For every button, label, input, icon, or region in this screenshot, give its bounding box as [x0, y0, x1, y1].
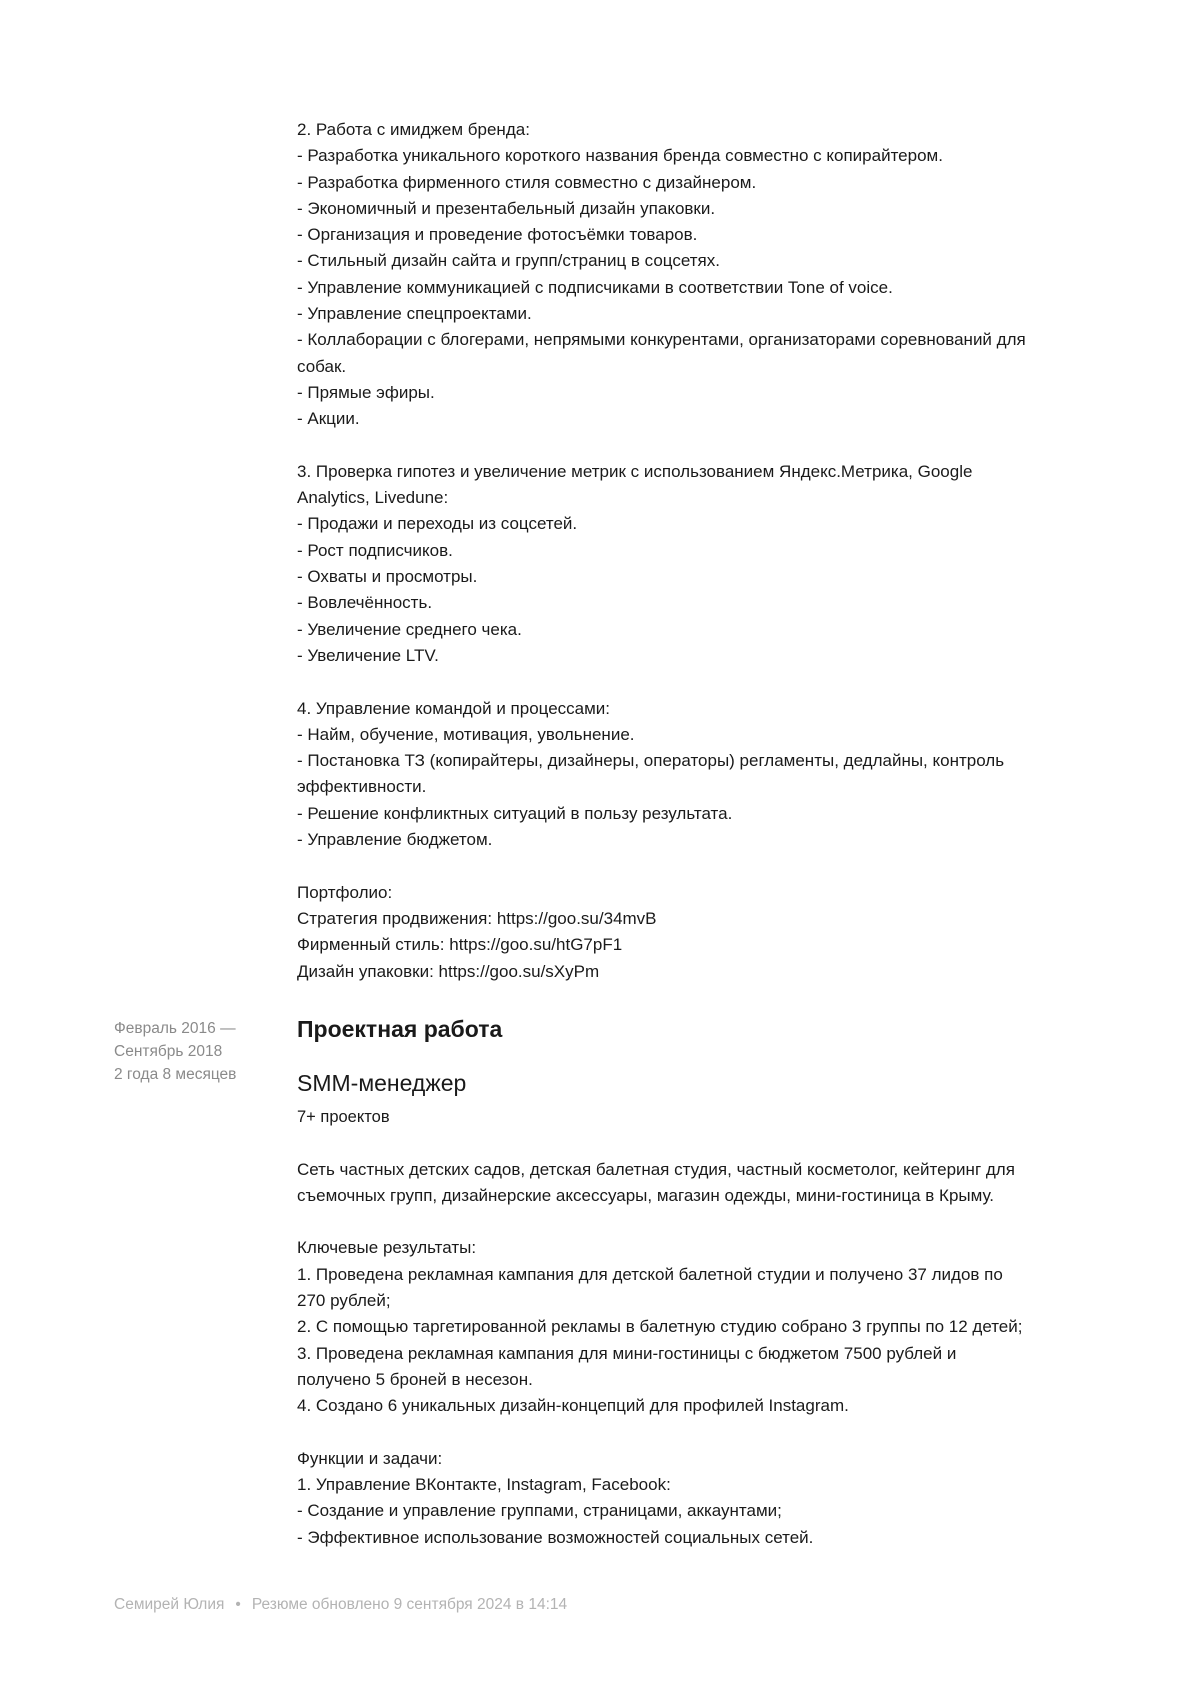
text-line: - Экономичный и презентабельный дизайн упаковки.	[297, 198, 716, 218]
projects-list-block	[297, 1157, 1097, 1210]
period-duration: 2 года 8 месяцев	[114, 1066, 237, 1083]
portfolio-block	[297, 880, 1097, 985]
text-line: - Управление спецпроектами.	[297, 304, 532, 324]
text-line: 3. Проведена рекламная кампания для мини-гостиницы с бюджетом 7500 рублей и	[297, 1343, 957, 1363]
text-line: - Прямые эфиры.	[297, 382, 435, 402]
functions-block	[297, 1446, 1097, 1551]
text-line: 270 рублей;	[297, 1291, 391, 1311]
brand-image-block	[297, 117, 1097, 433]
text-line: - Вовлечённость.	[297, 593, 433, 613]
text-line: - Разработка уникального короткого названия бренда совместно с копирайтером.	[297, 146, 943, 166]
text-line: - Управление бюджетом.	[297, 830, 493, 850]
text-line: - Увеличение среднего чека.	[297, 619, 522, 639]
footer-updated: Резюме обновлено 9 сентября 2024 в 14:14	[251, 1596, 568, 1613]
footer-name: Семирей Юлия	[114, 1596, 225, 1613]
text-line: - Разработка фирменного стиля совместно с дизайнером.	[297, 172, 757, 192]
period-end: Сентябрь 2018	[114, 1043, 223, 1060]
text-line: - Охваты и просмотры.	[297, 567, 478, 587]
text-line: - Найм, обучение, мотивация, увольнение.	[297, 724, 635, 744]
metrics-block	[297, 459, 1097, 669]
team-management-block	[297, 696, 1097, 854]
experience-description-continued	[297, 117, 1097, 985]
position-subtitle: 7+ проектов	[297, 1108, 390, 1126]
text-line: - Коллаборации с блогерами, непрямыми конкурентами, организаторами соревнований для	[297, 330, 1026, 350]
position-title: SMM-менеджер	[297, 1070, 467, 1096]
text-line: 4. Создано 6 уникальных дизайн-концепций для профилей Instagram.	[297, 1396, 849, 1416]
text-line: 4. Управление командой и процессами:	[297, 698, 611, 718]
text-line: - Увеличение LTV.	[297, 645, 439, 665]
company-name: Проектная работа	[297, 1016, 503, 1042]
portfolio-link[interactable]: Стратегия продвижения: https://goo.su/34mvB	[297, 908, 657, 928]
text-line: - Постановка ТЗ (копирайтеры, дизайнеры, операторы) регламенты, дедлайны, контроль	[297, 751, 1005, 771]
footer-separator: •	[235, 1596, 241, 1613]
portfolio-link[interactable]: Дизайн упаковки: https://goo.su/sXyPm	[297, 961, 600, 981]
text-line: Ключевые результаты:	[297, 1238, 477, 1258]
text-line: - Решение конфликтных ситуаций в пользу результата.	[297, 803, 733, 823]
period-start: Февраль 2016 —	[114, 1020, 236, 1037]
text-line: Сеть частных детских садов, детская балетная студия, частный косметолог, кейтеринг для	[297, 1159, 1015, 1179]
portfolio-heading: Портфолио:	[297, 882, 393, 902]
text-line: Функции и задачи:	[297, 1448, 443, 1468]
experience-dates	[114, 1017, 284, 1086]
text-line: - Организация и проведение фотосъёмки товаров.	[297, 225, 698, 245]
text-line: - Эффективное использование возможностей социальных сетей.	[297, 1527, 814, 1547]
page-footer	[114, 1594, 567, 1616]
key-results-block	[297, 1235, 1097, 1419]
text-line: - Рост подписчиков.	[297, 540, 453, 560]
text-line: 3. Проверка гипотез и увеличение метрик с использованием Яндекс.Метрика, Google	[297, 461, 973, 481]
text-line: собак.	[297, 356, 347, 376]
text-line: - Управление коммуникацией с подписчиками в соответствии Tone of voice.	[297, 277, 893, 297]
text-line: - Акции.	[297, 409, 360, 429]
portfolio-link[interactable]: Фирменный стиль: https://goo.su/htG7pF1	[297, 935, 623, 955]
text-line: 1. Управление ВКонтакте, Instagram, Facebook:	[297, 1475, 671, 1495]
text-line: - Создание и управление группами, страницами, аккаунтами;	[297, 1501, 782, 1521]
text-line: 1. Проведена рекламная кампания для детской балетной студии и получено 37 лидов по	[297, 1264, 1003, 1284]
experience-details	[297, 1014, 1097, 1551]
text-line: 2. Работа с имиджем бренда:	[297, 120, 530, 139]
text-line: эффективности.	[297, 777, 427, 797]
text-line: получено 5 броней в несезон.	[297, 1369, 533, 1389]
text-line: - Продажи и переходы из соцсетей.	[297, 514, 578, 534]
text-line: - Стильный дизайн сайта и групп/страниц в соцсетях.	[297, 251, 720, 271]
text-line: съемочных групп, дизайнерские аксессуары, магазин одежды, мини-гостиница в Крыму.	[297, 1185, 995, 1205]
text-line: Analytics, Livedune:	[297, 488, 449, 508]
text-line: 2. С помощью таргетированной рекламы в балетную студию собрано 3 группы по 12 детей;	[297, 1317, 1023, 1337]
